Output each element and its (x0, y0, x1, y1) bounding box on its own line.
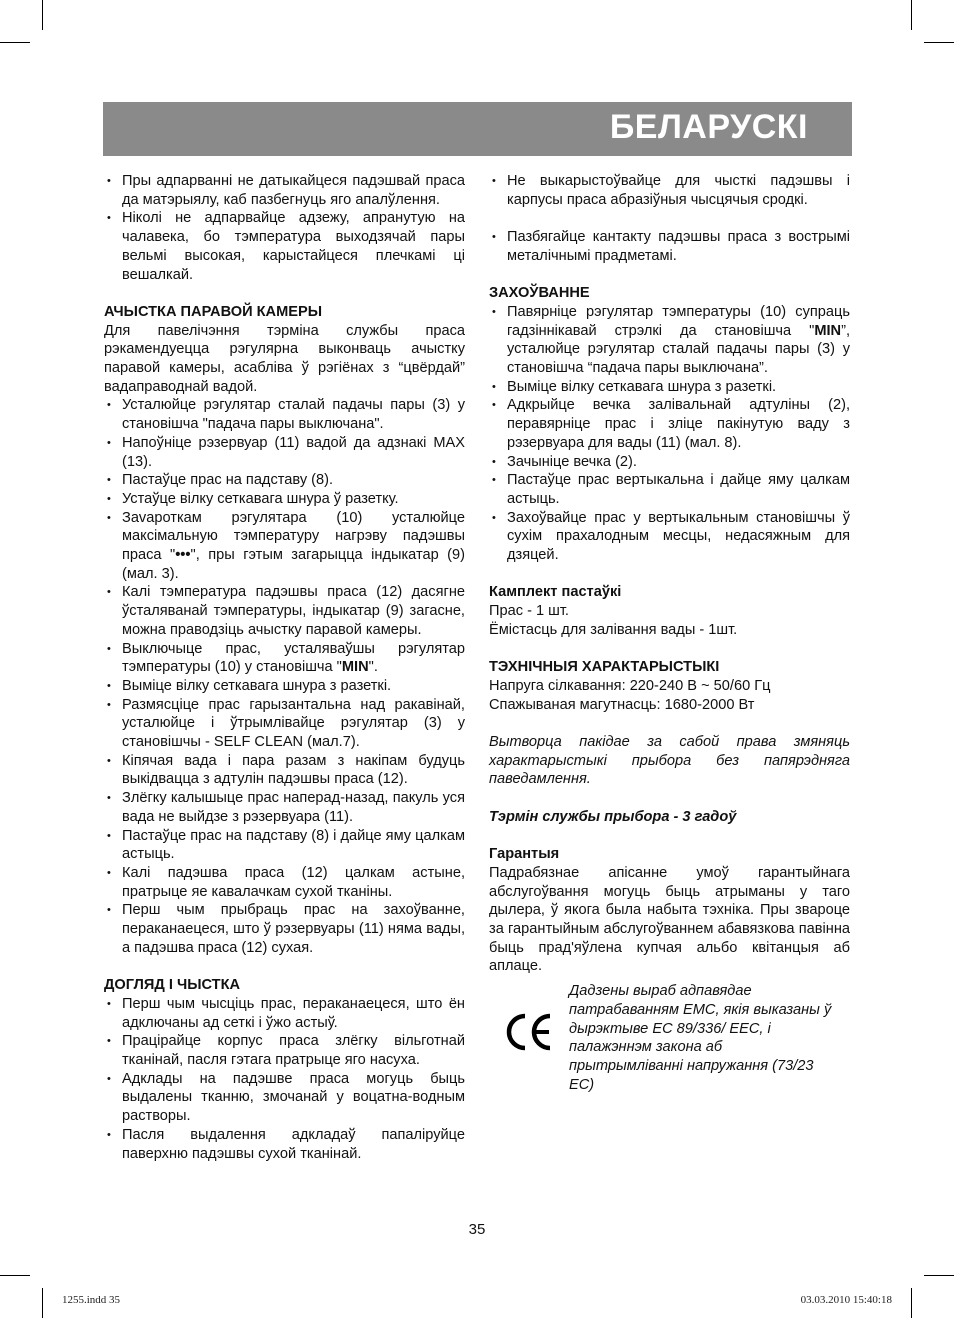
intro-bullets (104, 172, 465, 284)
maker-note: Вытворца пакідае за сабой права змяняць характарыстыкі прыбора без папярэдняга паведамлення. (489, 734, 850, 788)
list-item: • Выміце вілку сеткавага шнура з разеткі. (489, 378, 850, 397)
list-item: • Захоўвайце прас у вертыкальным становішчы ў сухім прахалодным месцы, недасяжным для дзяцей. (489, 509, 850, 565)
list-item: • Зачыніце вечка (2). (489, 453, 850, 472)
list-item: • Адкрыйце вечка залівальнай адтуліны (2), перавярніце прас і зліце пакінутую ваду з рэзервуара для вады (11) (мал. 8). (489, 396, 850, 452)
cleaning-bullets (104, 396, 465, 957)
section-heading-storage: ЗАХОЎВАННЕ (489, 285, 590, 302)
section-heading-kit: Камплект пастаўкі (489, 584, 622, 601)
storage-bullets (489, 303, 850, 565)
service-life: Тэрмін службы прыбора - 3 гадоў (489, 808, 737, 825)
kit-line: Прас - 1 шт. (489, 603, 569, 620)
tech-line: Спажываная магутнасць: 1680-2000 Вт (489, 696, 755, 713)
list-item: • Не выкарыстоўвайце для чысткі падэшвы і карпусы праса абразіўныя чысцячыя сродкі. (489, 172, 850, 209)
footer-file-info: 1255.indd 35 (62, 1294, 121, 1306)
crop-mark (924, 42, 954, 43)
list-item: • Напоўніце рэзервуар (11) вадой да адзнакі МАХ (13). (104, 434, 465, 471)
min-label: MIN (341, 659, 369, 676)
crop-mark (0, 42, 30, 43)
crop-mark (42, 0, 43, 30)
list-item: • Перш чым прыбраць прас на захоўванне, пераканаецеся, што ў рэзервуары (11) няма вады, а падэшва праса (12) сухая. (104, 901, 465, 957)
min-label: MIN (814, 322, 842, 339)
crop-mark (0, 1275, 30, 1276)
crop-mark (42, 1288, 43, 1318)
crop-mark (911, 1288, 912, 1318)
list-item: • Усталюйце рэгулятар сталай падачы пары (3) у становішча "падача пары выключана". (104, 396, 465, 433)
section-heading-tech: ТЭХНІЧНЫЯ ХАРАКТАРЫСТЫКІ (489, 659, 720, 676)
crop-mark (924, 1275, 954, 1276)
tech-line: Напруга сілкавання: 220-240 В ~ 50/60 Гц (489, 677, 771, 694)
list-item: • Размясціце прас гарызантальна над ракавінай, усталюйце і ўтрымлівайце рэгулятар (3) у становішчы - SELF CLEAN (мал.7). (104, 696, 465, 752)
ce-block (489, 982, 850, 1102)
list-item: • Калі тэмпература падэшвы праса (12) дасягне ўсталяванай тэмпературы, індыкатар (9) загасне, можна праводзіць ачыстку паравой камеры. (104, 583, 465, 639)
section-heading-warranty: Гарантыя (489, 846, 560, 863)
list-item: • Выміце вілку сеткавага шнура з разеткі. (104, 677, 465, 696)
section-heading-cleaning: АЧЫСТКА ПАРАВОЙ КАМЕРЫ (104, 303, 323, 320)
left-column (104, 172, 465, 1163)
list-item: • Ніколі не адпарвайце адзежу, апранутую на чалавека, бо тэмпература выходзячай пары вельмі высокая, карыстайцеся плечкамі ці вешалкай. (104, 209, 465, 284)
language-header-bar (103, 102, 852, 156)
list-item: • Перш чым чысціць прас, пераканаецеся, што ён адключаны ад сеткі і ўжо астыў. (104, 995, 465, 1032)
temperature-dots: ••• (175, 547, 191, 564)
right-column (489, 172, 850, 1102)
list-item: • Працірайце корпус праса злёгку вільготнай тканінай, пасля гэтага пратрыце яго насуха. (104, 1032, 465, 1069)
list-item (489, 303, 850, 378)
text-span: Выключыце прас, усталяваўшы рэгулятар тэмпературы (10) у становішча " (122, 640, 465, 676)
list-item: • Кіпячая вада і пара разам з накіпам будуць выкідвацца з адтулін падэшвы праса (12). (104, 752, 465, 789)
list-item: • Пры адпарванні не датыкайцеся падэшвай праса да матэрыялу, каб пазбегнуць яго апалўлення. (104, 172, 465, 209)
list-item: • Калі падэшва праса (12) цалкам астыне, пратрыце яе кавалачкам сухой тканіны. (104, 864, 465, 901)
list-item: • Пастаўце прас на падставу (8) і дайце яму цалкам астыць. (104, 827, 465, 864)
care-bullets (104, 995, 465, 1163)
list-item: • Устаўце вілку сеткавага шнура ў разетку. (104, 490, 465, 509)
text-span: Павярніце рэгулятар тэмпературы (10) супраць гадзіннікавай стрэлкі да становішча " (507, 303, 850, 339)
page-number: 35 (468, 1221, 486, 1238)
text-span: ”, усталюйце рэгулятар сталай падачы пары (3) у становішча “падача пары выключана”. (507, 322, 850, 376)
text-span: Зavароткам рэгулятара (10) усталюйце максімальную тэмпературу нагрэву падэшвы праса " (122, 509, 465, 564)
page-title: БЕЛАРУСКІ (609, 108, 808, 146)
list-item: • Адклады на падэшве праса могуць быць выдалены тканню, змочанай у воцатна-водным растворы. (104, 1070, 465, 1126)
list-item (104, 509, 465, 584)
cleaning-intro: Для павелічэння тэрміна службы праса рэкамендуецца рэгулярна выконваць ачыстку паравой камеры, асабліва ў рэгіёнах з “цвёрдай” вадаправоднай вадой. (104, 322, 465, 395)
ce-mark-icon (503, 1012, 555, 1052)
list-item: • Пастаўце прас на падставу (8). (104, 471, 465, 490)
warranty-text: Падрабязнае апісанне умоў гарантыйнага абслугоўвання могуць быць атрыманы у таго дылера, ў якога была набыта тэхніка. Пры звароце за гарантыйным абслугоўваннем абавязкова павінна быць прад'яўлена купчая альбо квітанцыя аб аплаце. (489, 864, 850, 975)
list-item: • Пасля выдалення адкладаў папаліруйце паверхню падэшвы сухой тканінай. (104, 1126, 465, 1163)
list-item: • Злёгку калышыце прас наперад-назад, пакуль уся вада не выйдзе з рэзервуара (11). (104, 789, 465, 826)
list-item: • Пазбягайце кантакту падэшвы праса з вострымі металічнымі прадметамі. (489, 228, 850, 265)
text-span: ", пры гэтым загарыцца індыкатар (9) (мал. 3). (122, 547, 465, 582)
list-item (104, 640, 465, 677)
kit-line: Ёмістасць для залівання вады - 1шт. (489, 621, 738, 638)
top-bullets (489, 172, 850, 266)
footer-timestamp: 03.03.2010 15:40:18 (800, 1294, 892, 1306)
ce-statement: Дадзены выраб адпавядае патрабаванням ЕМС, якія выказаны ў дырэктыве ЕС 89/336/ ЕЕС, і палажэннэм закона аб прытрымліванні напружання (73/23 ЕС) (569, 983, 832, 1093)
crop-mark (911, 0, 912, 30)
list-item: • Пастаўце прас вертыкальна і дайце яму цалкам астыць. (489, 471, 850, 508)
section-heading-care: ДОГЛЯД І ЧЫСТКА (104, 977, 241, 994)
text-span: ". (368, 659, 378, 676)
